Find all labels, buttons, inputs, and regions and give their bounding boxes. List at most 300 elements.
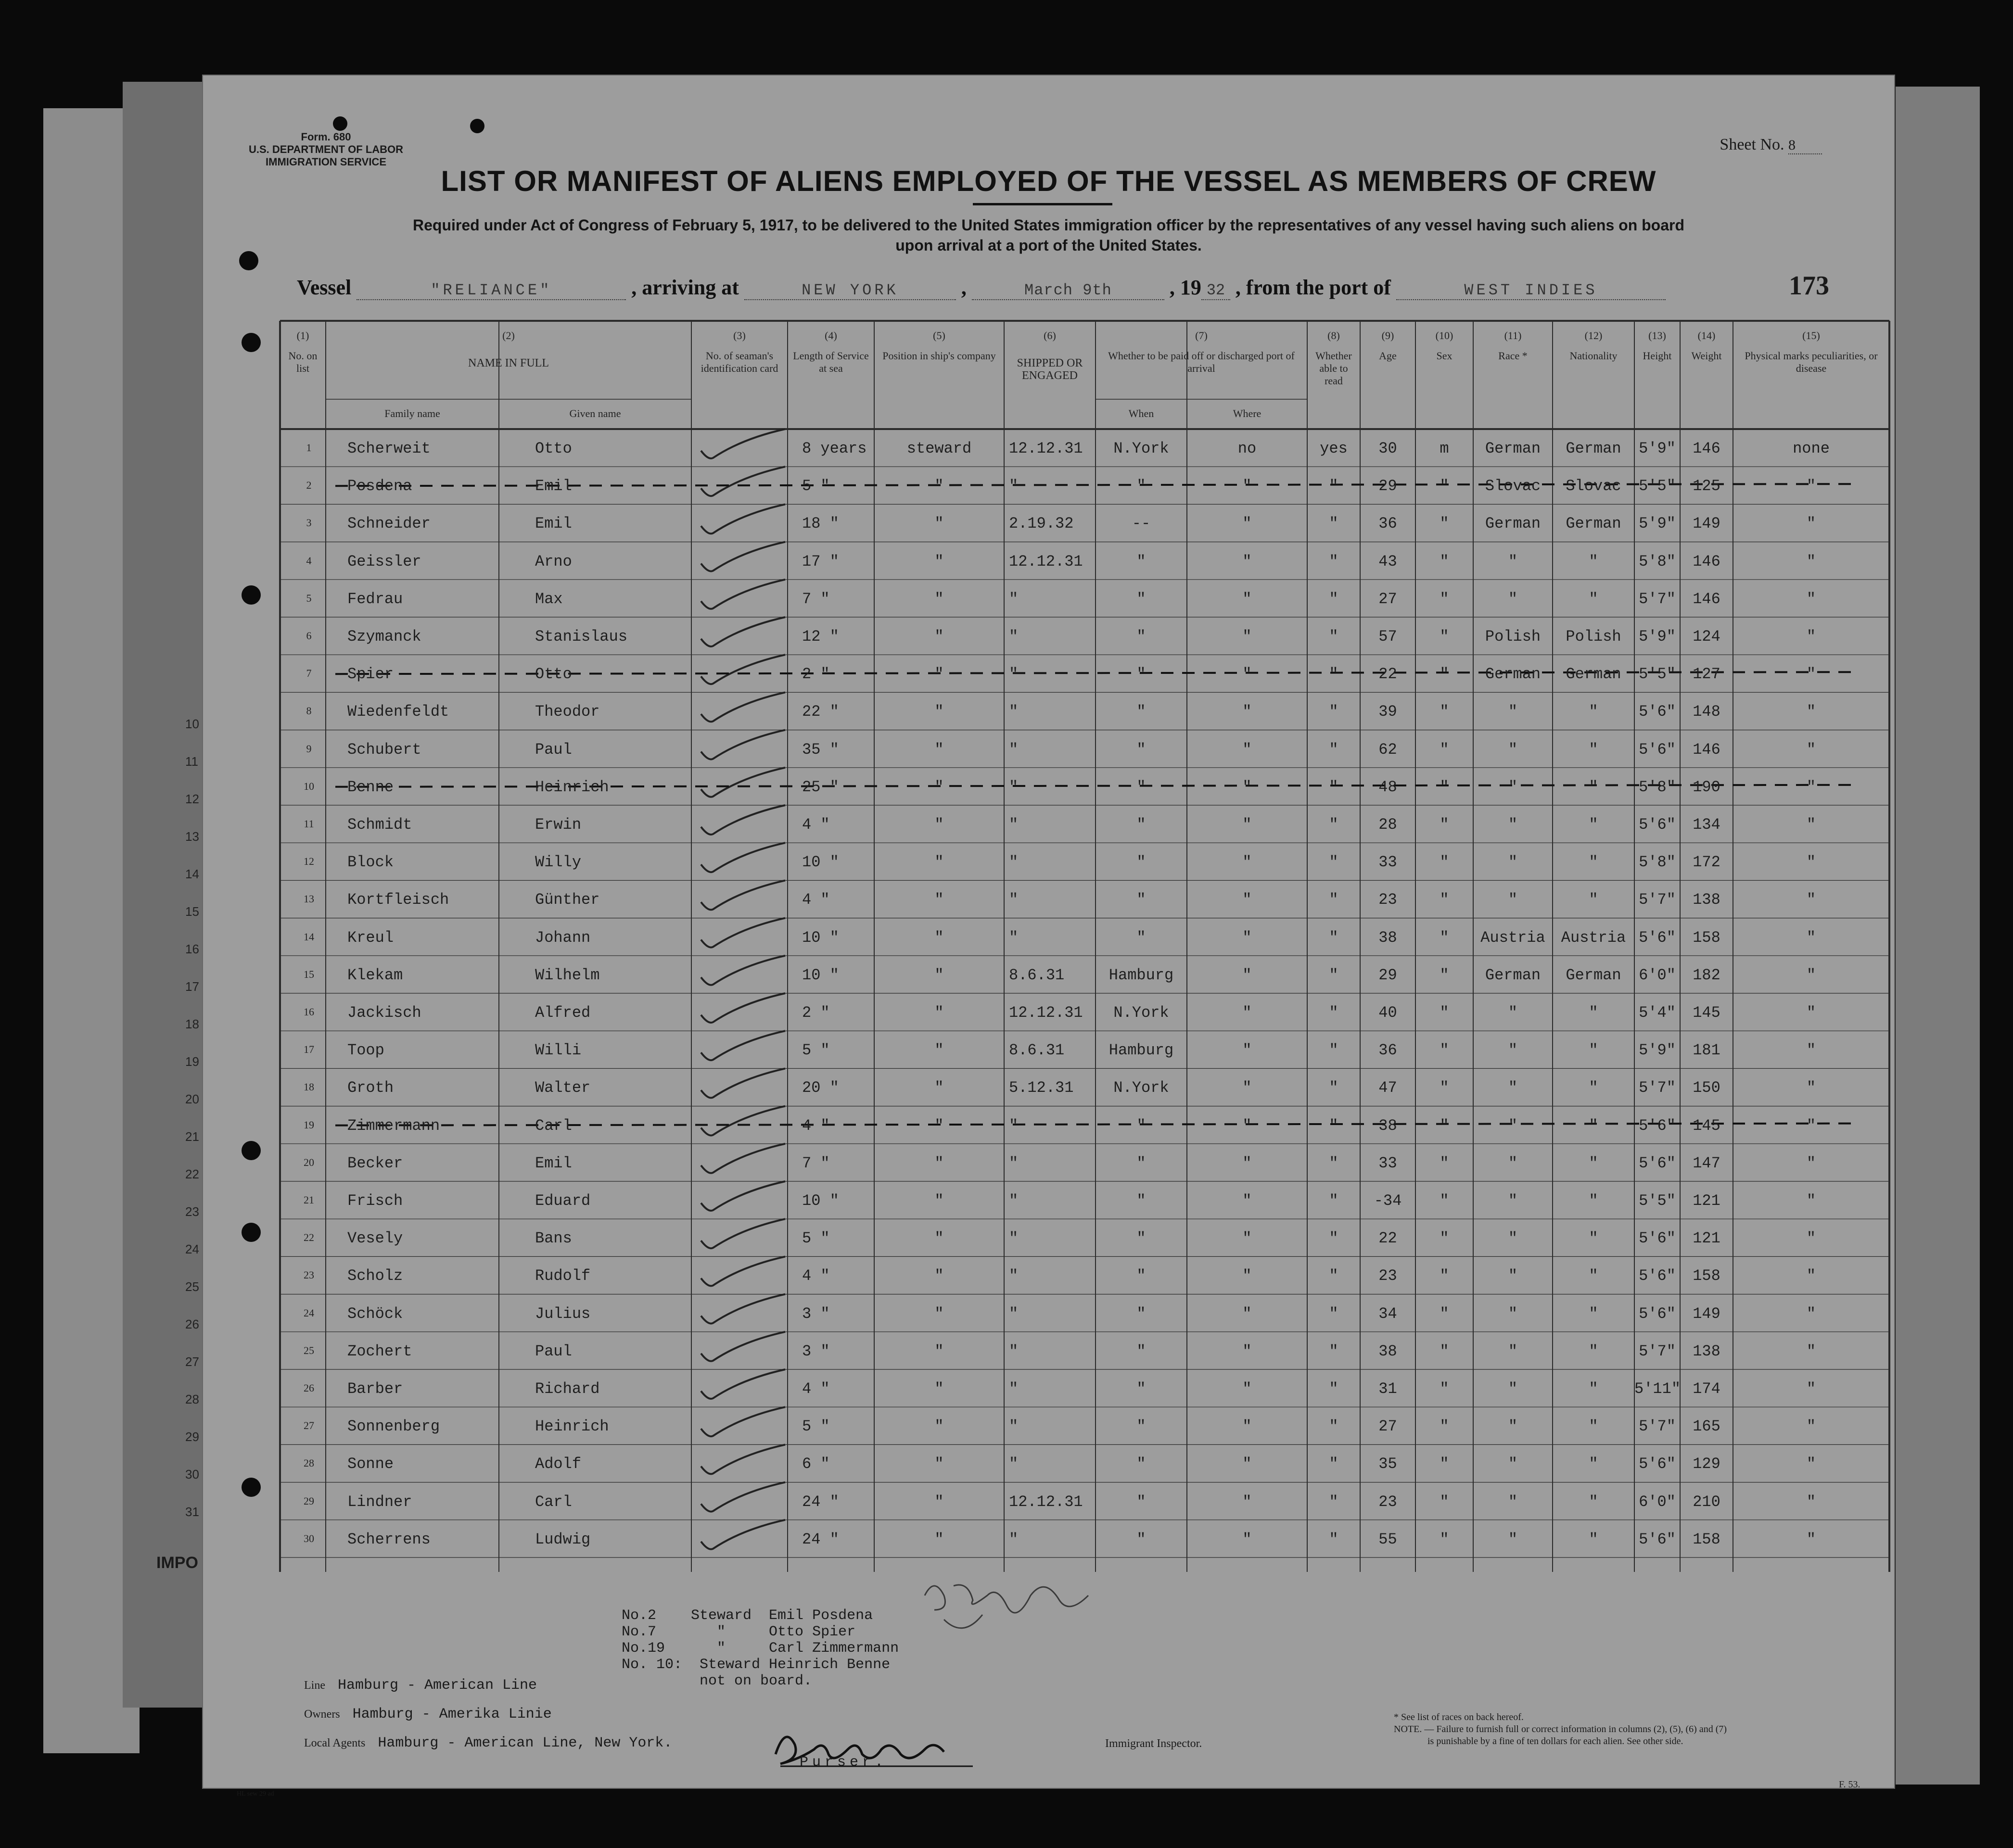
service-length: 6 " <box>802 1455 830 1473</box>
paid-off: " <box>1242 778 1252 796</box>
sex: " <box>1440 1041 1449 1060</box>
position: " <box>934 477 944 495</box>
shipped-when: 8.6.31 <box>1009 966 1065 984</box>
weight: 121 <box>1693 1229 1720 1248</box>
height: 5'7" <box>1639 590 1676 608</box>
service-length: 7 " <box>802 1154 830 1172</box>
paid-off: " <box>1242 816 1252 834</box>
sex: " <box>1440 665 1449 684</box>
able-to-read: " <box>1329 1380 1338 1398</box>
margin-row-number: 21 <box>185 1129 199 1144</box>
physical-marks: " <box>1806 1267 1816 1285</box>
check-mark <box>701 730 785 759</box>
sex: " <box>1440 1380 1449 1398</box>
manifest-page <box>202 75 1895 1797</box>
nationality: Slovac <box>1566 477 1621 495</box>
physical-marks: " <box>1806 740 1816 759</box>
race: " <box>1508 1116 1518 1135</box>
position: " <box>934 1041 944 1060</box>
physical-marks: " <box>1806 1530 1816 1548</box>
physical-marks: " <box>1806 928 1816 947</box>
sex: " <box>1440 1116 1449 1135</box>
shipped-when: " <box>1009 665 1019 684</box>
nationality: " <box>1589 1455 1598 1473</box>
margin-row-number: 23 <box>185 1204 199 1219</box>
margin-row-number: 29 <box>185 1430 199 1444</box>
paid-off: " <box>1242 853 1252 872</box>
shipped-when: " <box>1009 740 1019 759</box>
position: " <box>934 966 944 984</box>
family-name: Jackisch <box>347 1004 421 1022</box>
given-name: Bans <box>535 1229 572 1248</box>
race: " <box>1508 590 1518 608</box>
weight: 138 <box>1693 1342 1720 1360</box>
nationality: " <box>1589 1380 1598 1398</box>
shipped-when: " <box>1009 628 1019 646</box>
owners-label: Owners <box>304 1708 340 1721</box>
column-header-13: Height <box>1643 350 1672 362</box>
family-name: Geissler <box>347 552 421 570</box>
given-name: Emil <box>535 515 572 533</box>
weight: 174 <box>1693 1380 1720 1398</box>
position: " <box>934 928 944 947</box>
margin-row-number: 24 <box>185 1242 199 1256</box>
physical-marks: " <box>1806 665 1816 684</box>
row-number: 14 <box>304 930 314 943</box>
given-name: Richard <box>535 1380 600 1398</box>
physical-marks: " <box>1806 1116 1816 1135</box>
service-length: 8 years <box>802 440 867 457</box>
physical-marks: " <box>1806 552 1816 570</box>
column-header-12: Nationality <box>1569 350 1618 362</box>
position: " <box>934 853 944 872</box>
weight: 158 <box>1693 928 1720 947</box>
paid-off: " <box>1242 966 1252 984</box>
form-service: IMMIGRATION SERVICE <box>266 156 386 168</box>
weight: 158 <box>1693 1267 1720 1285</box>
nationality: " <box>1589 778 1598 796</box>
shipped-when: 12.12.31 <box>1009 1004 1083 1022</box>
shipped-where: " <box>1136 1267 1146 1285</box>
race: " <box>1508 1455 1518 1473</box>
height: 5'6" <box>1639 703 1676 721</box>
row-number: 29 <box>304 1494 314 1507</box>
family-name: Scherrens <box>347 1530 431 1548</box>
sex: " <box>1440 740 1449 759</box>
shipped-where: " <box>1136 477 1146 495</box>
family-name: Groth <box>347 1079 394 1097</box>
able-to-read: " <box>1329 477 1338 495</box>
height: 5'7" <box>1639 1342 1676 1360</box>
given-name: Otto <box>535 665 572 684</box>
service-length: 12 " <box>802 628 839 646</box>
margin-row-number: 20 <box>185 1092 199 1106</box>
shipped-when: " <box>1009 1304 1019 1323</box>
family-name: Szymanck <box>347 628 421 646</box>
check-mark <box>701 843 785 872</box>
race-note: * See list of races on back hereof. <box>1394 1712 1524 1722</box>
row-number: 26 <box>304 1382 314 1394</box>
nationality: " <box>1589 552 1598 570</box>
position: " <box>934 1154 944 1172</box>
height: 5'8" <box>1639 853 1676 872</box>
row-number: 2 <box>306 479 312 492</box>
column-number-11: (11) <box>1504 329 1522 342</box>
column-number-2: (2) <box>502 329 515 342</box>
service-length: 22 " <box>802 703 839 721</box>
age: 22 <box>1378 665 1397 684</box>
family-name: Fedrau <box>347 590 403 608</box>
given-name: Erwin <box>535 816 582 834</box>
position: steward <box>906 440 972 457</box>
check-mark <box>701 880 785 910</box>
service-length: 24 " <box>802 1493 839 1511</box>
column-header-6: SHIPPED OR ENGAGED <box>1017 357 1083 382</box>
nationality: " <box>1589 740 1598 759</box>
family-name: Kortfleisch <box>347 891 449 909</box>
nationality: German <box>1566 440 1621 457</box>
check-mark <box>701 580 785 609</box>
weight: 165 <box>1693 1418 1720 1436</box>
sex: " <box>1440 1418 1449 1436</box>
shipped-when: " <box>1009 477 1019 495</box>
physical-marks: " <box>1806 1041 1816 1060</box>
shipped-when: " <box>1009 778 1019 796</box>
column-number-1: (1) <box>296 329 309 342</box>
age: 35 <box>1378 1455 1397 1473</box>
family-name: Sonnenberg <box>347 1418 440 1436</box>
able-to-read: " <box>1329 966 1338 984</box>
weight: 150 <box>1693 1079 1720 1097</box>
able-to-read: " <box>1329 853 1338 872</box>
check-mark <box>701 542 785 571</box>
nationality: " <box>1589 1267 1598 1285</box>
family-name: Schöck <box>347 1304 403 1323</box>
check-mark <box>701 1294 785 1324</box>
right-underlying-page <box>1896 87 1980 1785</box>
able-to-read: " <box>1329 816 1338 834</box>
physical-marks: " <box>1806 1079 1816 1097</box>
physical-marks: " <box>1806 515 1816 533</box>
shipped-when: " <box>1009 590 1019 608</box>
arrival-year: 32 <box>1201 281 1230 300</box>
height: 5'5" <box>1639 1192 1676 1210</box>
given-name: Otto <box>535 440 572 457</box>
able-to-read: " <box>1329 1493 1338 1511</box>
physical-marks: " <box>1806 1493 1816 1511</box>
age: -34 <box>1374 1192 1402 1210</box>
height: 5'6" <box>1639 816 1676 834</box>
given-name: Heinrich <box>535 1418 609 1436</box>
physical-marks: " <box>1806 853 1816 872</box>
nationality: " <box>1589 703 1598 721</box>
height: 5'4" <box>1639 1004 1676 1022</box>
position: " <box>934 628 944 646</box>
service-length: 2 " <box>802 665 830 684</box>
sex: " <box>1440 1079 1449 1097</box>
position: " <box>934 590 944 608</box>
given-name: Günther <box>535 891 600 909</box>
row-number: 11 <box>304 818 314 830</box>
able-to-read: " <box>1329 1304 1338 1323</box>
sex: " <box>1440 816 1449 834</box>
column-number-12: (12) <box>1584 329 1603 342</box>
shipped-when: " <box>1009 928 1019 947</box>
margin-row-number: 28 <box>185 1392 199 1406</box>
paid-off: " <box>1242 1229 1252 1248</box>
service-length: 17 " <box>802 552 839 570</box>
from-label: , from the port of <box>1235 276 1391 299</box>
shipped-where: Hamburg <box>1108 966 1174 984</box>
shipped-when: " <box>1009 853 1019 872</box>
check-mark <box>701 768 785 797</box>
service-length: 4 " <box>802 816 830 834</box>
age: 22 <box>1378 1229 1397 1248</box>
nationality: " <box>1589 1041 1598 1060</box>
family-name: Scherweit <box>347 440 431 457</box>
shipped-where: " <box>1136 1154 1146 1172</box>
position: " <box>934 552 944 570</box>
agents-label: Local Agents <box>304 1737 366 1749</box>
given-name: Walter <box>535 1079 591 1097</box>
service-length: 10 " <box>802 966 839 984</box>
header-when: When <box>1128 407 1154 419</box>
given-name: Paul <box>535 1342 572 1360</box>
service-length: 18 " <box>802 515 839 533</box>
position: " <box>934 1229 944 1248</box>
margin-row-number: 13 <box>185 829 199 844</box>
height: 5'9" <box>1639 1041 1676 1060</box>
height: 5'7" <box>1639 891 1676 909</box>
height: 6'0" <box>1639 966 1676 984</box>
able-to-read: " <box>1329 703 1338 721</box>
shipped-where: " <box>1136 853 1146 872</box>
check-mark <box>701 692 785 721</box>
nationality: Austria <box>1561 928 1626 947</box>
row-number: 10 <box>304 780 314 792</box>
check-mark <box>701 1068 785 1098</box>
able-to-read: " <box>1329 1192 1338 1210</box>
arriving-label: , arriving at <box>631 276 739 299</box>
row-number: 9 <box>306 742 312 755</box>
shipped-when: 5.12.31 <box>1009 1079 1074 1097</box>
sex: " <box>1440 515 1449 533</box>
sheet-label: Sheet No. <box>1720 136 1784 153</box>
position: " <box>934 1380 944 1398</box>
paid-off: " <box>1242 1342 1252 1360</box>
shipped-when: " <box>1009 1229 1019 1248</box>
physical-marks: " <box>1806 891 1816 909</box>
column-header-5: Position in ship's company <box>882 350 996 362</box>
shipped-where: " <box>1136 703 1146 721</box>
row-number: 12 <box>304 855 314 868</box>
nationality: German <box>1566 515 1621 533</box>
margin-row-number: 16 <box>185 942 199 956</box>
margin-row-number: 14 <box>185 867 199 881</box>
position: " <box>934 891 944 909</box>
family-name: Becker <box>347 1154 403 1172</box>
sex: " <box>1440 1004 1449 1022</box>
bottom-notes <box>622 1608 899 1689</box>
nationality: " <box>1589 1342 1598 1360</box>
check-mark <box>701 805 785 835</box>
able-to-read: " <box>1329 778 1338 796</box>
header-family-name: Family name <box>384 407 440 419</box>
column-header-10: Sex <box>1436 350 1452 362</box>
form-department: U.S. DEPARTMENT OF LABOR <box>249 143 404 155</box>
paid-off: " <box>1242 891 1252 909</box>
paid-off: " <box>1242 515 1252 533</box>
margin-row-number: 11 <box>185 754 198 769</box>
row-number: 19 <box>304 1118 314 1131</box>
check-mark <box>701 956 785 985</box>
able-to-read: " <box>1329 1154 1338 1172</box>
race: German <box>1485 665 1541 684</box>
race: " <box>1508 1041 1518 1060</box>
family-name: Kreul <box>347 928 394 947</box>
nationality: " <box>1589 1493 1598 1511</box>
row-number: 5 <box>306 592 312 604</box>
family-name: Posdena <box>347 477 412 495</box>
shipped-where: " <box>1136 778 1146 796</box>
able-to-read: " <box>1329 1229 1338 1248</box>
check-mark <box>701 1407 785 1436</box>
paid-off: " <box>1242 1116 1252 1135</box>
shipped-when: " <box>1009 1192 1019 1210</box>
check-mark <box>701 1144 785 1173</box>
position: " <box>934 1304 944 1323</box>
race: " <box>1508 1229 1518 1248</box>
service-length: 2 " <box>802 1004 830 1022</box>
given-name: Theodor <box>535 703 600 721</box>
service-length: 5 " <box>802 1041 830 1060</box>
row-number: 27 <box>304 1419 314 1432</box>
fine-note-2: is punishable by a fine of ten dollars for each alien. See other side. <box>1427 1736 1683 1747</box>
able-to-read: " <box>1329 1455 1338 1473</box>
service-length: 3 " <box>802 1304 830 1323</box>
column-header-4: Length of Service at sea <box>793 350 869 374</box>
nationality: " <box>1589 590 1598 608</box>
check-mark <box>701 1520 785 1549</box>
given-name: Stanislaus <box>535 628 628 646</box>
shipped-where: -- <box>1132 515 1151 533</box>
family-name: Zochert <box>347 1342 412 1360</box>
column-number-14: (14) <box>1697 329 1716 342</box>
row-number: 13 <box>304 893 314 905</box>
nationality: Polish <box>1566 628 1621 646</box>
physical-marks: " <box>1806 966 1816 984</box>
row-number: 3 <box>306 517 312 529</box>
shipped-when: 12.12.31 <box>1009 440 1083 457</box>
sex: " <box>1440 1304 1449 1323</box>
column-header-15: Physical marks peculiarities, or disease <box>1745 350 1878 374</box>
family-name: Block <box>347 853 394 872</box>
sex: " <box>1440 477 1449 495</box>
position: " <box>934 1116 944 1135</box>
column-number-7: (7) <box>1195 329 1208 342</box>
family-name: Toop <box>347 1041 384 1060</box>
column-header-1: No. on list <box>288 350 318 374</box>
sex: " <box>1440 1192 1449 1210</box>
row-number: 15 <box>304 968 314 980</box>
margin-row-number: 18 <box>185 1017 199 1031</box>
margin-row-number: 19 <box>185 1054 199 1069</box>
race: " <box>1508 1493 1518 1511</box>
check-mark <box>701 467 785 496</box>
paid-off: " <box>1242 703 1252 721</box>
check-mark <box>701 1219 785 1248</box>
sex: " <box>1440 966 1449 984</box>
paid-off: " <box>1242 740 1252 759</box>
height: 5'7" <box>1639 1418 1676 1436</box>
race: " <box>1508 853 1518 872</box>
weight: 172 <box>1693 853 1720 872</box>
row-number: 23 <box>304 1269 314 1281</box>
from-port: WEST INDIES <box>1396 281 1666 300</box>
nationality: " <box>1589 1154 1598 1172</box>
sex: " <box>1440 1229 1449 1248</box>
column-number-4: (4) <box>825 329 837 342</box>
able-to-read: " <box>1329 1418 1338 1436</box>
nationality: " <box>1589 1079 1598 1097</box>
given-name: Willy <box>535 853 582 872</box>
paid-off: " <box>1242 1304 1252 1323</box>
sex: " <box>1440 628 1449 646</box>
paid-off: " <box>1242 590 1252 608</box>
height: 5'6" <box>1639 928 1676 947</box>
age: 23 <box>1378 891 1397 909</box>
year-prefix: , 19 <box>1169 276 1201 299</box>
page-stamp-number: 173 <box>1789 271 1829 301</box>
sheet-value: 8 <box>1788 137 1822 154</box>
position: " <box>934 515 944 533</box>
service-length: 4 " <box>802 1380 830 1398</box>
check-mark <box>701 429 785 458</box>
form-number: Form. 680 <box>301 131 351 143</box>
weight: 146 <box>1693 440 1720 457</box>
page-title: LIST OR MANIFEST OF ALIENS EMPLOYED OF THE VESSEL AS MEMBERS OF CREW <box>441 165 1656 197</box>
line-label: Line <box>304 1679 325 1692</box>
given-name: Carl <box>535 1116 572 1135</box>
age: 33 <box>1378 1154 1397 1172</box>
weight: 182 <box>1693 966 1720 984</box>
sex: " <box>1440 1154 1449 1172</box>
paid-off: " <box>1242 1380 1252 1398</box>
position: " <box>934 740 944 759</box>
row-number: 24 <box>304 1306 314 1319</box>
paid-off: " <box>1242 477 1252 495</box>
paid-off: " <box>1242 1418 1252 1436</box>
sex: " <box>1440 928 1449 947</box>
fine-note-1: NOTE. — Failure to furnish full or correct information in columns (2), (5), (6) and (7) <box>1394 1724 1727 1734</box>
able-to-read: " <box>1329 1342 1338 1360</box>
family-name: Lindner <box>347 1493 412 1511</box>
check-mark <box>701 617 785 646</box>
weight: 149 <box>1693 515 1720 533</box>
shipped-where: " <box>1136 1229 1146 1248</box>
service-length: 20 " <box>802 1079 839 1097</box>
paid-off: " <box>1242 1041 1252 1060</box>
weight: 148 <box>1693 703 1720 721</box>
age: 36 <box>1378 1041 1397 1060</box>
nationality: " <box>1589 1192 1598 1210</box>
weight: 146 <box>1693 552 1720 570</box>
check-mark <box>701 1106 785 1136</box>
column-number-15: (15) <box>1802 329 1820 342</box>
note-line: No.19 " Carl Zimmermann <box>622 1640 899 1657</box>
column-number-3: (3) <box>733 329 746 342</box>
paid-off: " <box>1242 1004 1252 1022</box>
